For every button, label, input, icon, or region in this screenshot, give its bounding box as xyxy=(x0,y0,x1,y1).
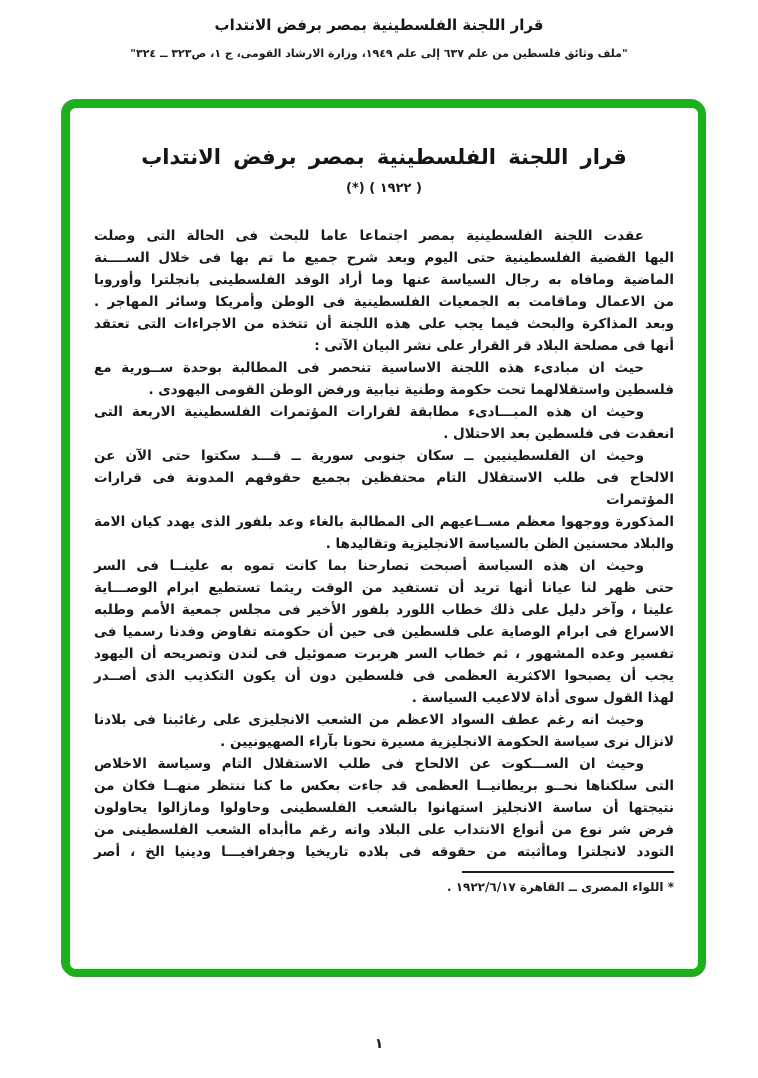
text-line: التودد لانجلترا وماأثبته من حقوقه فى بلاده تاريخيا وجفرافيـــا ودينيا الخ ، أصر xyxy=(94,844,674,860)
text-line: والبلاد محسنين الظن بالسياسة الانجليزية وتقاليدها . xyxy=(325,536,674,552)
text-line: الماضية ومافاه به رجال السياسة عنها وما أراد الوفد الفلسطينى بانجلترا وأوروبا xyxy=(94,272,674,288)
document-content xyxy=(70,108,698,896)
text-line: وحيث ان هذه السياسة أصبحت تصارحنا بما كانت تموه به علينــا فى السر xyxy=(94,558,644,574)
header-title: قرار اللجنة الفلسطينية بمصر برفض الانتداب xyxy=(214,16,544,34)
document-body xyxy=(94,225,674,863)
text-line: نتيجتها أن ساسة الانجليز استهانوا بالشعب الفلسطينى وحاولوا ومازالوا يحاولون xyxy=(94,800,674,816)
text-line: وحيث انه رغم عطف السواد الاعظم من الشعب الانجليزى على رغائبنا فى بلادنا xyxy=(94,712,644,728)
text-line: عقدت اللجنة الفلسطينية بمصر اجتماعا عاما للبحث فى الحالة التى وصلت xyxy=(94,228,644,244)
text-line: من الاعمال وماقامت به الجمعيات الفلسطينية فى الوطن وأمريكا وسائر المهاجر . xyxy=(94,294,674,310)
footnote-block xyxy=(94,871,674,896)
text-line: وحيث ان هذه المبـــادىء مطابقة لقرارات المؤتمرات الفلسطينية الاربعة التى xyxy=(94,404,644,420)
text-line: لانزال نرى سياسة الحكومة الانجليزية مسيرة نحونا بآراء الصهيونيين . xyxy=(220,734,674,750)
text-line: يجب أن يصبحوا الاكثرية العظمى فى فلسطين دون أن يكون التكذيب الذى أصــدر xyxy=(94,668,674,684)
text-line: لهذا القول سوى أداة لالاعيب السياسة . xyxy=(411,690,674,706)
document-title: قرار اللجنة الفلسطينية بمصر برفض الانتداب xyxy=(141,145,627,169)
green-border-frame xyxy=(62,100,706,977)
paragraph xyxy=(94,401,674,445)
text-line: التى سلكناها نحــو بريطانيــا العظمى قد جاءت بعكس ما كنا ننتظر منهــا فكان من xyxy=(94,778,674,794)
paragraph xyxy=(94,445,674,555)
text-line: وحيث ان الســـكوت عن الالحاح فى طلب الاستقلال التام وسياسة الاخلاص xyxy=(94,756,644,772)
text-line: اليها القضية الفلسطينية حتى اليوم وبعد شرح جميع ما تم بها فى خلال الســــنة xyxy=(94,250,674,266)
document-year-subtitle: ( ١٩٢٢ ) (*) xyxy=(346,181,422,196)
text-line: الاسراع فى ابرام الوصاية على فلسطين فى حين أن حكومته تفاوض وفدنا رسميا فى xyxy=(94,624,674,640)
text-line: حيث ان مبادىء هذه اللجنة الاساسية تنحصر فى المطالبة بوحدة ســورية مع xyxy=(94,360,644,376)
paragraph xyxy=(94,357,674,401)
text-line: فرض شر نوع من أنواع الانتداب على البلاد وانه رغم ماأبداه الشعب الفلسطينى من xyxy=(94,822,674,838)
text-line: تفسير وعده المشهور ، ثم خطاب السر هربرت صموئيل فى لندن وتصريحه أن اليهود xyxy=(94,646,674,662)
paragraph xyxy=(94,555,674,709)
text-line: وحيث ان الفلسطينيين ــ سكان جنوبى سورية ــ قـــد سكتوا حتى الآن عن xyxy=(94,448,644,464)
paragraph xyxy=(94,709,674,753)
text-line: الالحاح فى طلب الاستقلال التام محتفظين بجميع حقوقهم المدونة فى قرارات المؤتمرات xyxy=(94,470,674,508)
paragraph xyxy=(94,225,674,357)
text-line: فلسطين واستقلالهما تحت حكومة وطنية نيابية ورفض الوطن القومى اليهودى . xyxy=(148,382,674,398)
page-number: ١ xyxy=(374,1036,384,1052)
text-line: وبعد المذاكرة والبحث فيما يجب على هذه اللجنة أن تتخذه من الاجراءات التى تعتقد xyxy=(94,316,674,332)
footnote-separator xyxy=(462,871,674,873)
text-line: المذكورة ووجهوا معظم مســاعيهم الى المطالبة بالغاء وعد بلفور الذى يهدد كيان الامة xyxy=(94,514,674,530)
text-line: علينا ، وآخر دليل على ذلك خطاب اللورد بلفور الأخير فى مجلس جمعية الأمم وطلبه xyxy=(94,602,674,618)
text-line: انعقدت فى فلسطين بعد الاحتلال . xyxy=(443,426,674,442)
header-source-citation: "ملف وثائق فلسطين من علم ٦٣٧ إلى علم ١٩٤٩، وزارة الارشاد القومى، ج ١، ص٣٢٣ ــ ٣٢٤" xyxy=(130,47,628,60)
text-line: حتى ظهر لنا عيانا أنها تريد أن تستفيد من الوقت ريثما تستطيع ابرام الوصـــاية xyxy=(94,580,674,596)
footnote: * اللواء المصرى ــ القاهرة ١٩٢٢/٦/١٧ . xyxy=(446,880,674,894)
text-line: أنها فى مصلحة البلاد قر القرار على نشر البيان الآتى : xyxy=(314,338,674,354)
paragraph xyxy=(94,753,674,863)
